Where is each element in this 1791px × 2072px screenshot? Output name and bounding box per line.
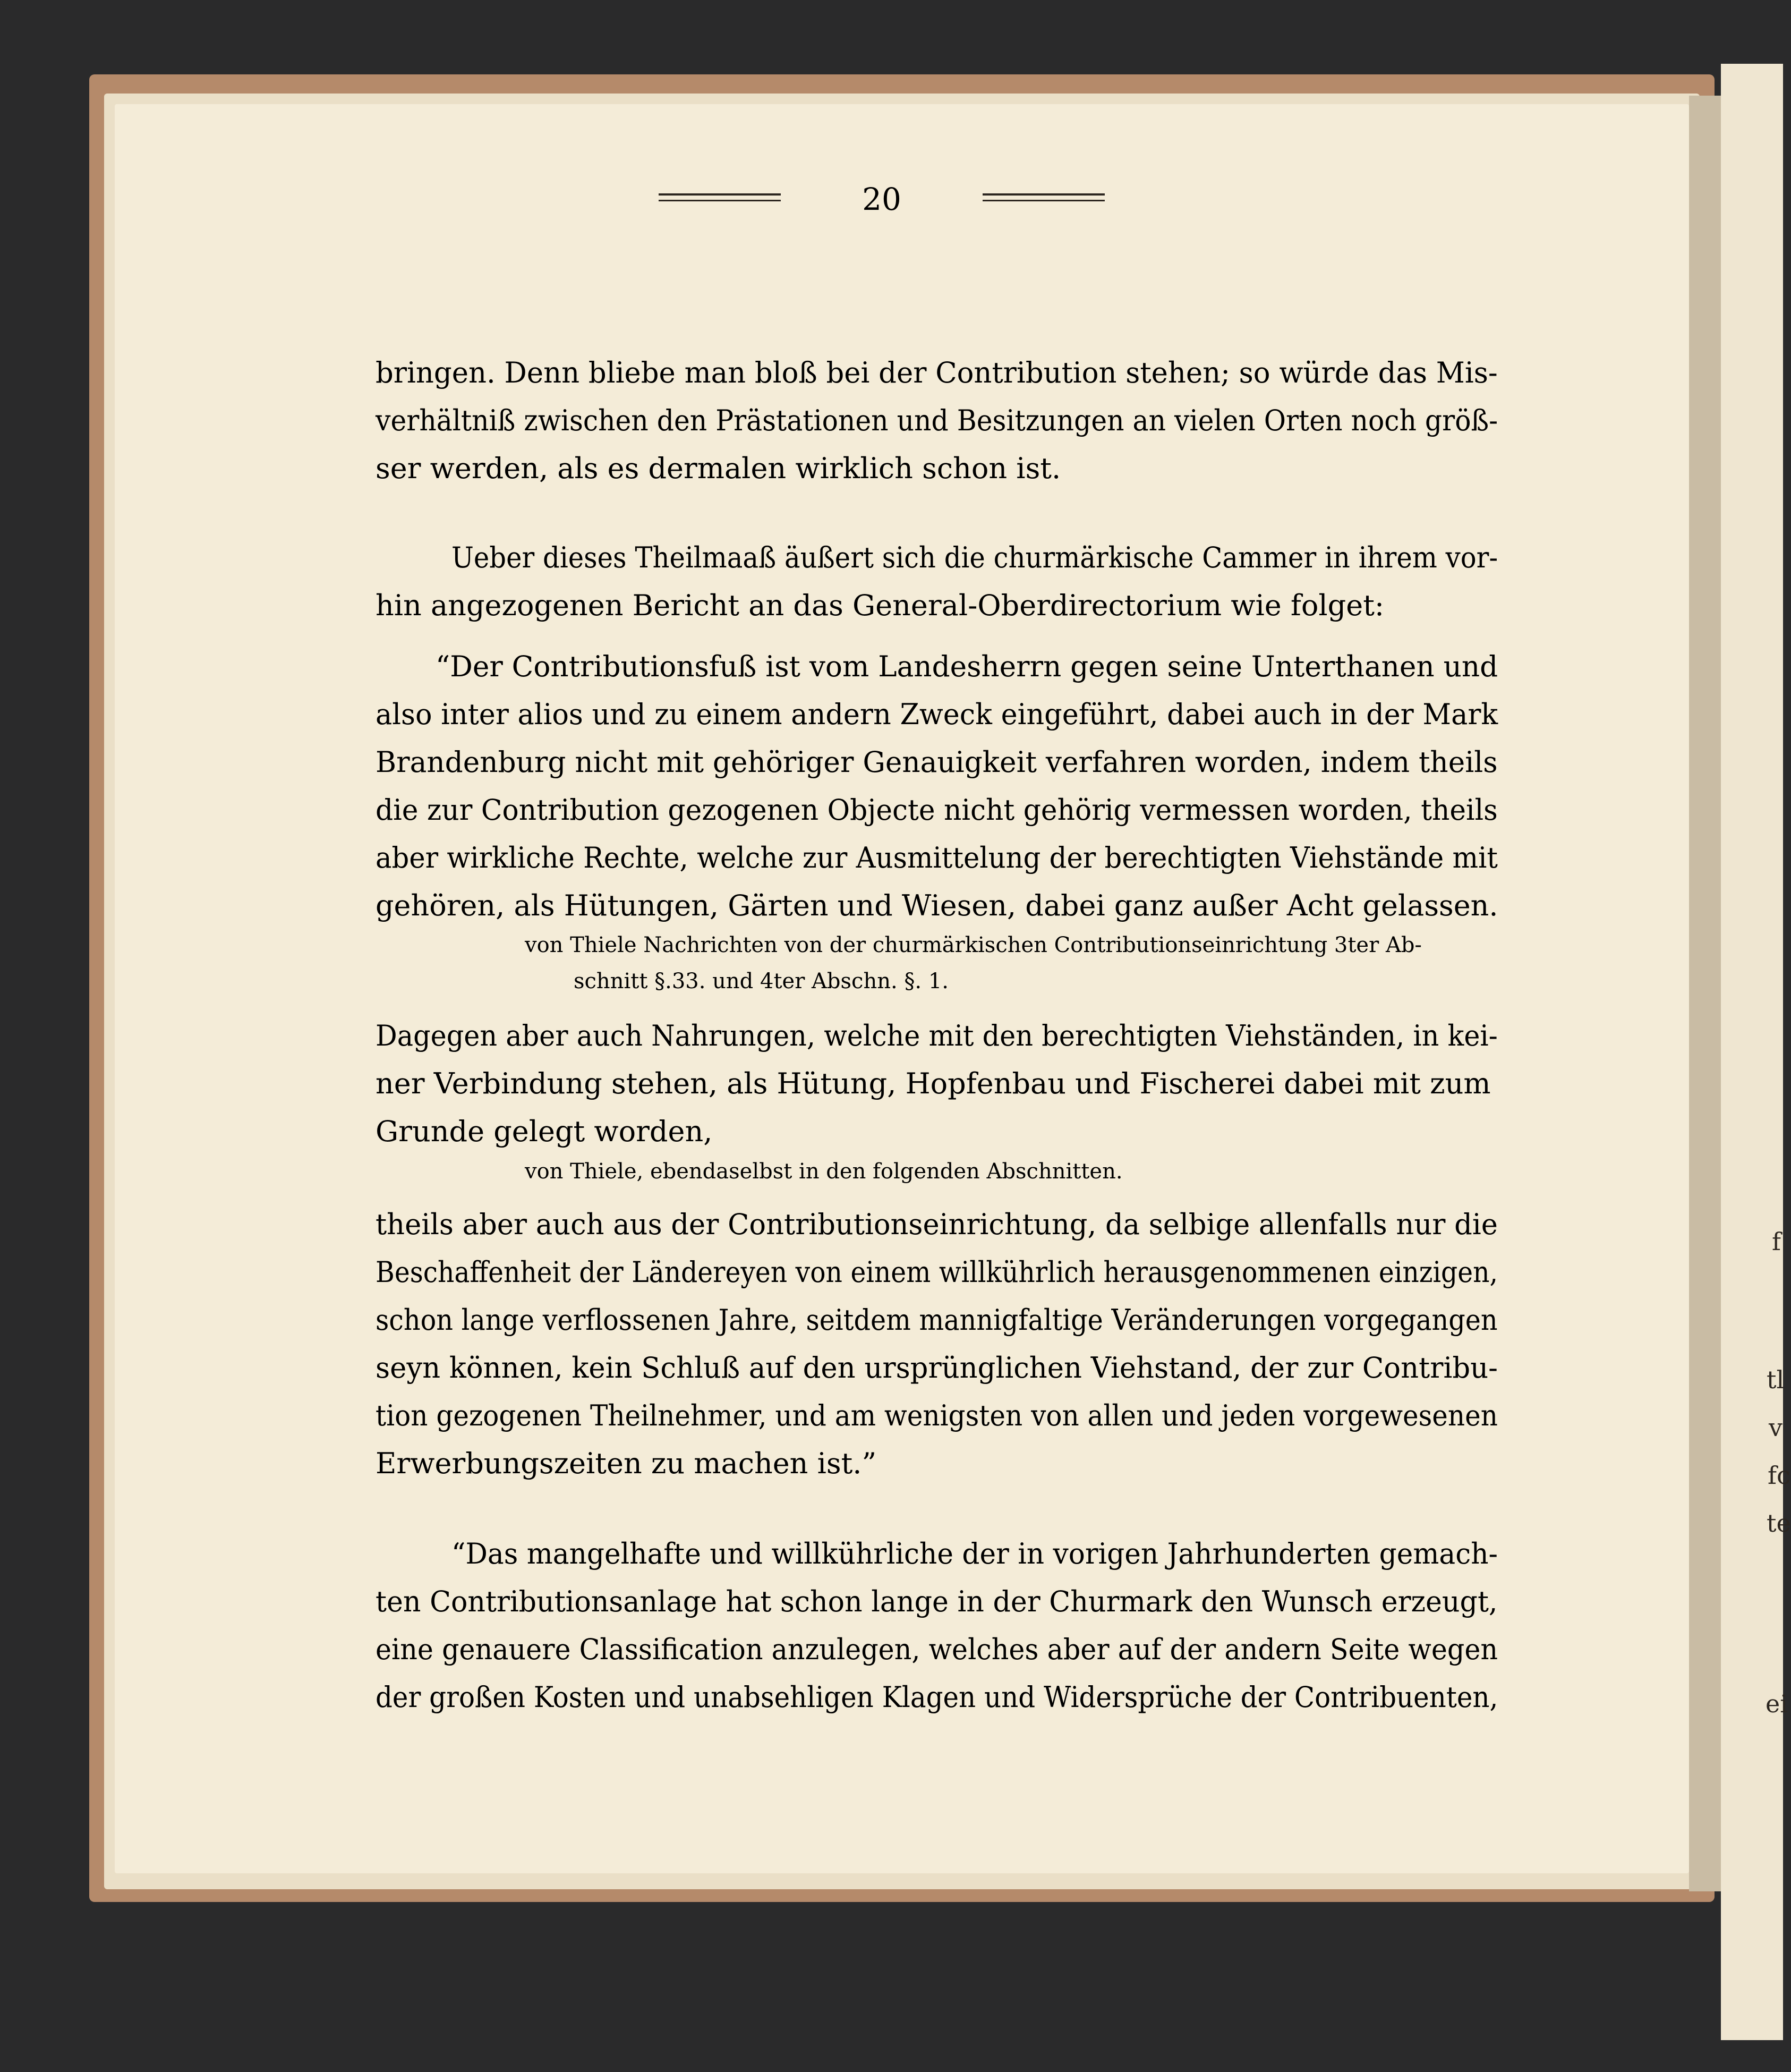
quote-line: aber wirkliche Rechte, welche zur Ausmittelung der berechtigten Viehstände mit	[376, 841, 1498, 874]
facing-page-fragment: ei	[1766, 1689, 1788, 1718]
gutter-shadow	[1689, 96, 1721, 1891]
body-line: theils aber auch aus der Contributionseinrichtung, da selbige allenfalls nur die	[376, 1208, 1498, 1241]
body-line: Grunde gelegt worden,	[376, 1115, 713, 1148]
citation-line: von Thiele Nachrichten von der churmärkischen Contributionseinrichtung 3ter Ab-	[525, 933, 1422, 957]
body-line: bringen. Denn bliebe man bloß bei der Contribution stehen; so würde das Mis-	[376, 356, 1498, 389]
quote-line: ten Contributionsanlage hat schon lange in der Churmark den Wunsch erzeugt,	[376, 1585, 1498, 1618]
facing-page-fragment: f	[1772, 1227, 1781, 1256]
quote-line: “Der Contributionsfuß ist vom Landesherrn gegen seine Unterthanen und	[436, 650, 1498, 683]
body-line: ner Verbindung stehen, als Hütung, Hopfenbau und Fischerei dabei mit zum	[376, 1067, 1491, 1100]
header-rule-right	[983, 193, 1105, 203]
quote-line: “Das mangelhafte und willkührliche der in vorigen Jahrhunderten gemach-	[451, 1537, 1498, 1570]
body-line: tion gezogenen Theilnehmer, und am wenigsten von allen und jeden vorgewesenen	[376, 1399, 1498, 1432]
facing-page-fragment: te	[1767, 1509, 1791, 1538]
quote-line: die zur Contribution gezogenen Objecte nicht gehörig vermessen worden, theils	[376, 793, 1498, 827]
facing-page-fragment: v	[1769, 1413, 1783, 1442]
body-line: Erwerbungszeiten zu machen ist.”	[376, 1447, 877, 1480]
quote-line: Brandenburg nicht mit gehöriger Genauigkeit verfahren worden, indem theils	[376, 745, 1498, 779]
body-line: ser werden, als es dermalen wirklich schon ist.	[376, 452, 1061, 485]
page-header	[659, 175, 1105, 223]
facing-page-fragment: tl	[1767, 1365, 1785, 1394]
page-number: 20	[862, 181, 901, 217]
quote-line: der großen Kosten und unabsehligen Klagen und Widersprüche der Contribuenten,	[376, 1680, 1498, 1714]
body-line: hin angezogenen Bericht an das General-Oberdirectorium wie folget:	[376, 589, 1385, 622]
body-line: Ueber dieses Theilmaaß äußert sich die churmärkische Cammer in ihrem vor-	[451, 541, 1498, 574]
body-line: Dagegen aber auch Nahrungen, welche mit den berechtigten Viehständen, in kei-	[376, 1019, 1498, 1052]
quote-line: gehören, als Hütungen, Gärten und Wiesen, dabei ganz außer Acht gelassen.	[376, 889, 1498, 922]
body-line: Beschaffenheit der Ländereyen von einem willkührlich herausgenommenen einzigen,	[376, 1255, 1498, 1289]
quote-line: also inter alios und zu einem andern Zweck eingeführt, dabei auch in der Mark	[376, 698, 1498, 731]
body-line: schon lange verflossenen Jahre, seitdem mannigfaltige Veränderungen vorgegangen	[376, 1303, 1498, 1337]
quote-line: eine genauere Classification anzulegen, welches aber auf der andern Seite wegen	[376, 1633, 1498, 1666]
body-line: verhältniß zwischen den Prästationen und Besitzungen an vielen Orten noch größ-	[376, 404, 1498, 437]
body-line: seyn können, kein Schluß auf den ursprünglichen Viehstand, der zur Contribu-	[376, 1351, 1498, 1385]
citation-line: schnitt §.33. und 4ter Abschn. §. 1.	[574, 969, 949, 993]
header-rule-left	[659, 193, 781, 203]
facing-page-fragment: fc	[1768, 1461, 1790, 1490]
facing-page	[1721, 64, 1783, 2040]
citation-line: von Thiele, ebendaselbst in den folgenden Abschnitten.	[525, 1159, 1123, 1184]
